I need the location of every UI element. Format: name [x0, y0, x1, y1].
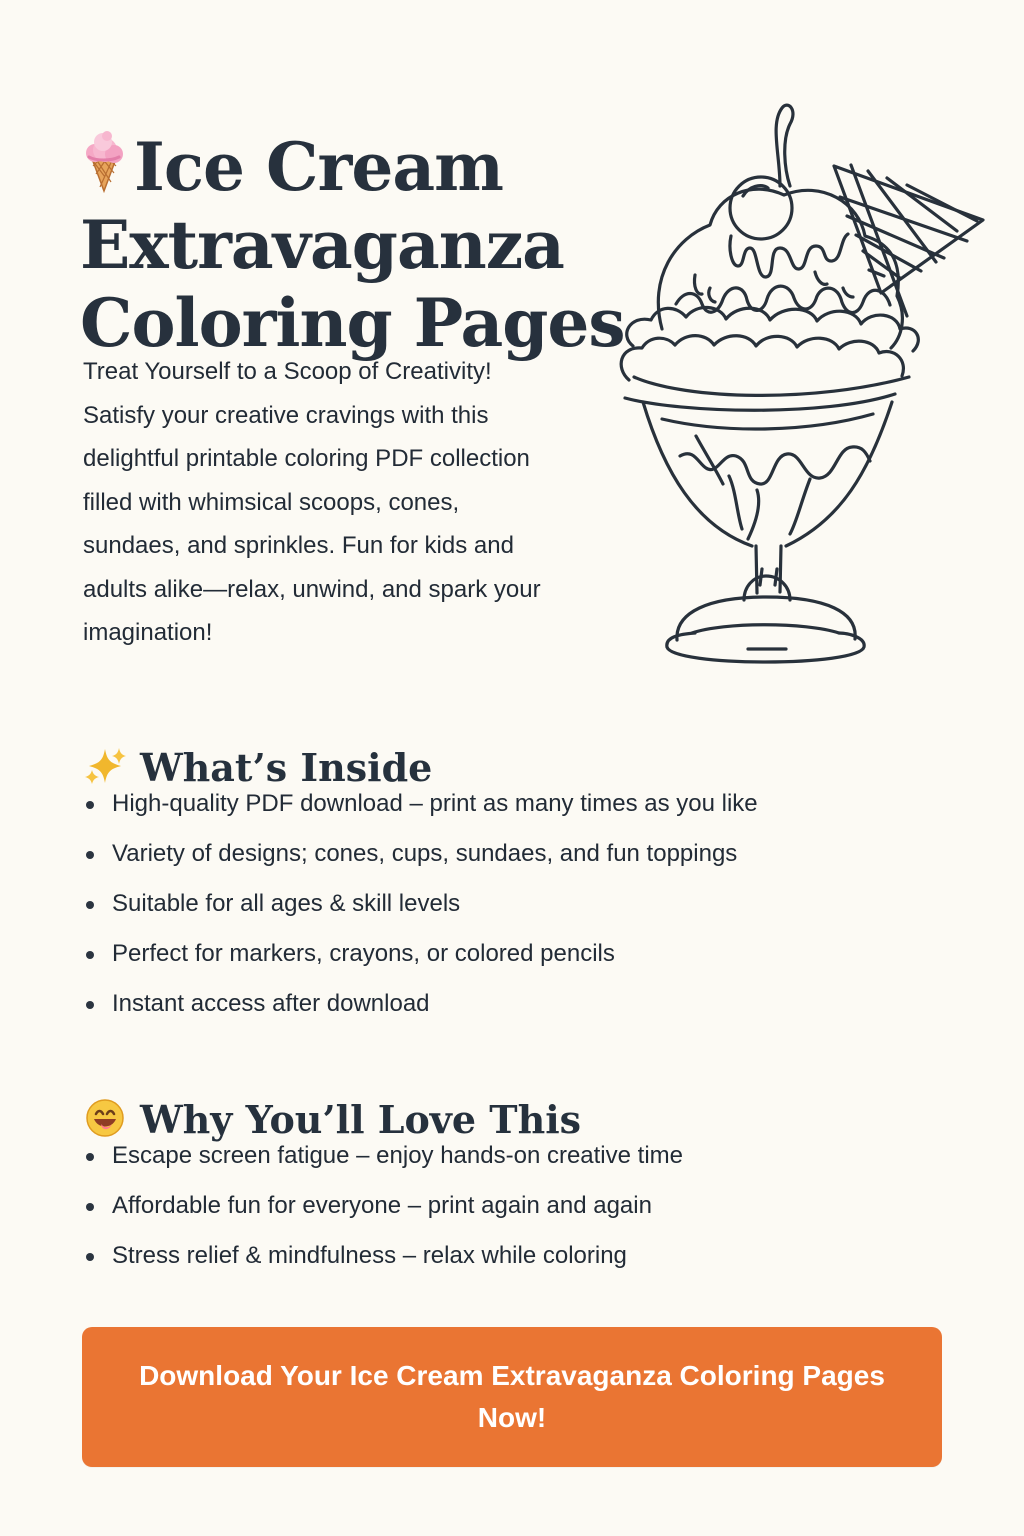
intro-line-7: imagination! — [83, 619, 213, 646]
intro-paragraph — [83, 350, 618, 655]
intro-line-6: adults alike—relax, unwind, and spark your — [83, 575, 541, 603]
list-item: Instant access after download — [84, 979, 944, 1029]
download-coloring-pages-button[interactable] — [82, 1327, 942, 1467]
page-title — [80, 128, 640, 362]
list-item: Stress relief & mindfulness – relax while coloring — [84, 1231, 944, 1281]
intro-line-3: delightful printable coloring PDF collection — [83, 445, 530, 472]
list-item: High-quality PDF download – print as many times as you like — [84, 779, 944, 829]
list-item: Suitable for all ages & skill levels — [84, 879, 944, 929]
title-line-2: Extravaganza — [80, 206, 564, 285]
whats-inside-heading: What’s Inside — [84, 744, 432, 792]
ice-cream-cone-icon — [80, 131, 128, 193]
intro-line-4: filled with whimsical scoops, cones, — [83, 488, 460, 516]
sundae-line-art-icon — [606, 100, 996, 670]
intro-line-1: Treat Yourself to a Scoop of Creativity! — [83, 358, 492, 385]
list-item: Variety of designs; cones, cups, sundaes, and fun toppings — [84, 829, 944, 879]
title-line-3: Coloring Pages — [80, 284, 625, 363]
intro-line-2: Satisfy your creative cravings with this — [83, 401, 489, 429]
why-youll-love-this-list — [84, 1131, 944, 1281]
list-item: Escape screen fatigue – enjoy hands-on creative time — [84, 1131, 944, 1181]
why-youll-love-this-heading: Why You’ll Love This — [84, 1096, 581, 1144]
list-item: Perfect for markers, crayons, or colored pencils — [84, 929, 944, 979]
download-button-line-2: Now! — [477, 1402, 547, 1433]
download-button-line-1: Download Your Ice Cream Extravaganza Coloring Pages — [139, 1360, 885, 1391]
intro-line-5: sundaes, and sprinkles. Fun for kids and — [83, 532, 514, 559]
list-item: Affordable fun for everyone – print again and again — [84, 1181, 944, 1231]
title-line-1: Ice Cream — [80, 128, 640, 206]
whats-inside-list — [84, 779, 944, 1029]
